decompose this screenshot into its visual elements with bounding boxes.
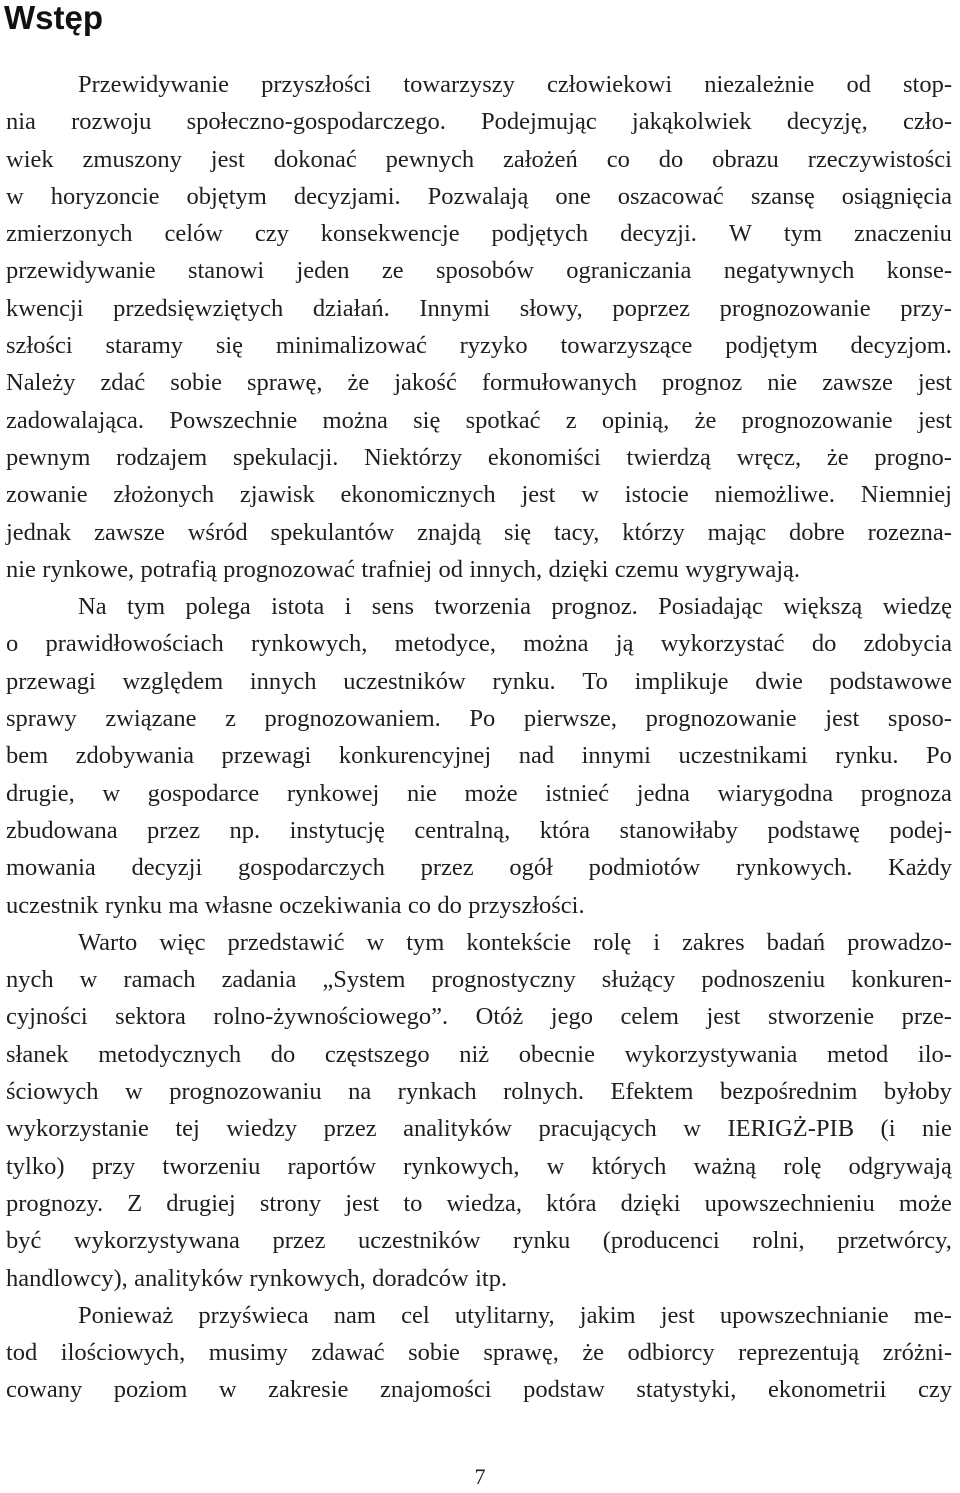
text-line: w horyzoncie objętym decyzjami. Pozwalają one oszacować szansę osiągnięcia: [6, 182, 952, 210]
text-line: sprawy związane z prognozowaniem. Po pierwsze, prognozowanie jest sposo-: [6, 705, 952, 733]
text-line: ściowych w prognozowaniu na rynkach rolnych. Efektem bezpośrednim byłoby: [6, 1078, 952, 1106]
text-line: przewagi względem innych uczestników rynku. To implikuje dwie podstawowe: [6, 667, 952, 695]
text-line: przewidywanie stanowi jeden ze sposobów ograniczania negatywnych konse-: [6, 257, 952, 285]
text-line: być wykorzystywana przez uczestników rynku (producenci rolni, przetwórcy,: [6, 1227, 952, 1255]
paragraph: [6, 66, 952, 588]
text-line: cyjności sektora rolno-żywnościowego”. Otóż jego celem jest stworzenie prze-: [6, 1003, 952, 1031]
section-heading: Wstęp: [4, 0, 103, 36]
paragraph: [6, 924, 952, 1297]
text-line: cowany poziom w zakresie znajomości podstaw statystyki, ekonometrii czy: [6, 1376, 952, 1404]
text-line: nia rozwoju społeczno-gospodarczego. Podejmując jakąkolwiek decyzję, czło-: [6, 108, 952, 136]
text-line: handlowcy), analityków rynkowych, doradców itp.: [6, 1264, 508, 1292]
text-line: zbudowana przez np. instytucję centralną, która stanowiłaby podstawę podej-: [6, 816, 952, 844]
text-line: zadowalająca. Powszechnie można się spotkać z opinią, że prognozowanie jest: [6, 406, 952, 434]
text-line: wiek zmuszony jest dokonać pewnych założeń co do obrazu rzeczywistości: [6, 145, 952, 173]
text-line: Ponieważ przyświeca nam cel utylitarny, jakim jest upowszechnianie me-: [78, 1301, 952, 1329]
text-line: Na tym polega istota i sens tworzenia prognoz. Posiadając większą wiedzę: [78, 593, 952, 621]
text-line: drugie, w gospodarce rynkowej nie może istnieć jedna wiarygodna prognoza: [6, 779, 952, 807]
text-line: o prawidłowościach rynkowych, metodyce, można ją wykorzystać do zdobycia: [6, 630, 952, 658]
text-line: jednak zawsze wśród spekulantów znajdą się tacy, którzy mając dobre rozezna-: [6, 518, 952, 546]
text-line: mowania decyzji gospodarczych przez ogół podmiotów rynkowych. Każdy: [6, 854, 952, 882]
text-line: zmierzonych celów czy konsekwencje podjętych decyzji. W tym znaczeniu: [6, 220, 952, 248]
paragraph: [6, 1297, 952, 1409]
page-number: 7: [474, 1464, 486, 1489]
text-line: uczestnik rynku ma własne oczekiwania co do przyszłości.: [6, 891, 585, 919]
text-line: nych w ramach zadania „System prognostyczny służący podnoszeniu konkuren-: [6, 966, 952, 994]
text-line: Należy zdać sobie sprawę, że jakość formułowanych prognoz nie zawsze jest: [6, 369, 952, 397]
text-line: szłości staramy się minimalizować ryzyko towarzyszące podjętym decyzjom.: [6, 332, 952, 360]
text-line: kwencji przedsięwziętych działań. Innymi słowy, poprzez prognozowanie przy-: [6, 294, 952, 322]
text-line: tod ilościowych, musimy zdawać sobie sprawę, że odbiorcy reprezentują zróżni-: [6, 1339, 952, 1367]
text-line: wykorzystanie tej wiedzy przez analityków pracujących w IERIGŻ-PIB (i nie: [6, 1115, 952, 1143]
text-line: Przewidywanie przyszłości towarzyszy człowiekowi niezależnie od stop-: [78, 71, 952, 98]
text-line: pewnym rodzajem spekulacji. Niektórzy ekonomiści twierdzą wręcz, że progno-: [6, 443, 952, 471]
text-line: tylko) przy tworzeniu raportów rynkowych, w których ważną rolę odgrywają: [6, 1152, 952, 1180]
text-line: zowanie złożonych zjawisk ekonomicznych jest w istocie niemożliwe. Niemniej: [6, 481, 952, 509]
body-text: [6, 66, 952, 1409]
text-line: słanek metodycznych do częstszego niż obecnie wykorzystywania metod ilo-: [6, 1040, 952, 1068]
text-line: Warto więc przedstawić w tym kontekście rolę i zakres badań prowadzo-: [78, 928, 952, 956]
text-line: nie rynkowe, potrafią prognozować trafniej od innych, dzięki czemu wygrywają.: [6, 555, 801, 583]
text-line: prognozy. Z drugiej strony jest to wiedza, która dzięki upowszechnieniu może: [6, 1189, 952, 1217]
text-line: bem zdobywania przewagi konkurencyjnej nad innymi uczestnikami rynku. Po: [6, 742, 952, 770]
paragraph: [6, 588, 952, 924]
